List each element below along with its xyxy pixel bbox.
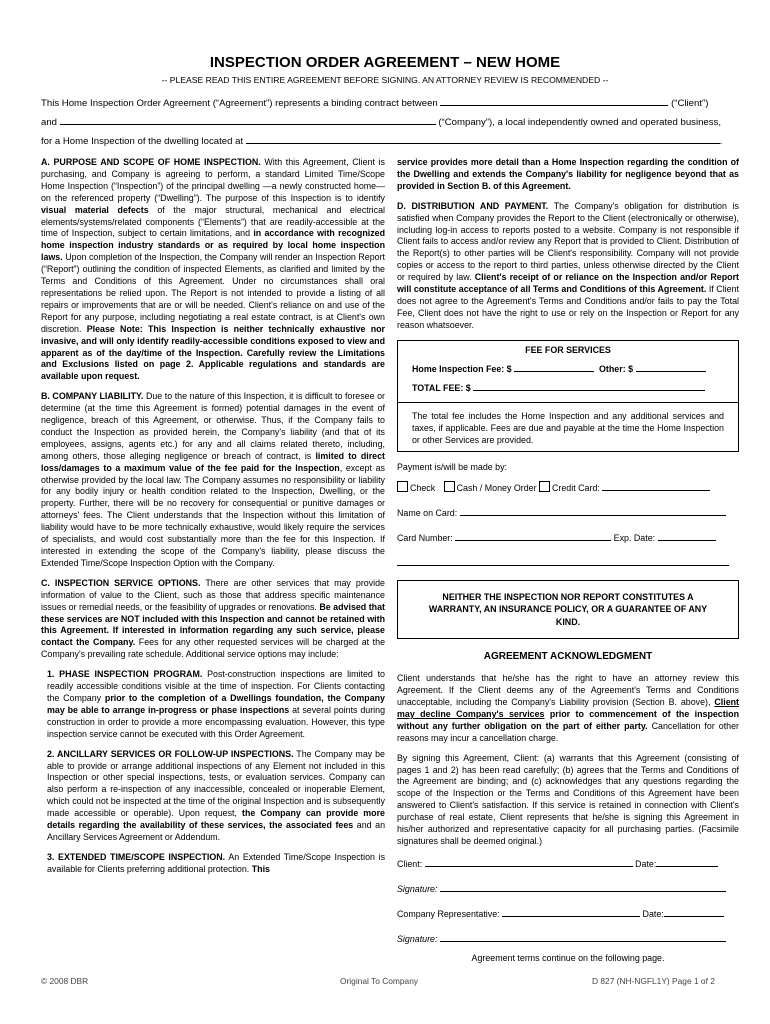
client-label: Client: (397, 858, 423, 869)
card-number-row (397, 530, 739, 545)
section-c-text-2: Fees for any other requested services will be charged at the Company's prevailing rate schedule. Additional service options may include: (41, 637, 385, 660)
rep-date-label: Date: (642, 908, 664, 919)
section-b-text-2: , except as otherwise provided by the local law. The Company assumes no responsibility or liability for any bodily injury or health condition related to the Inspection, Dwelling, or the property. Further, there will be no recovery for consequential or punitive damages or attorneys' fees. The Client understands that the Inspection without this limitation of liability would have to be more technically exhaustive, would likely require the services of specialists, and would cost substantially more than the fee for this Inspection. If interested in extending the scope of the Company's liability, please discuss the Extended Time/Scope Inspection Option with the Company. (41, 462, 385, 568)
footer-original: Original To Company (340, 976, 419, 986)
section-a-text-1: With this Agreement, Client is purchasing, and Company is agreeing to perform, a standard Limited Time/Scope Home Inspection (“Inspection”) of the principal dwelling —a newly constructed home—on the referenced property (“Dwelling”). The purpose of this Inspection is to identify (41, 157, 385, 203)
fee-title: FEE FOR SERVICES (525, 344, 611, 355)
service-option-3 (41, 852, 385, 876)
cash-checkbox[interactable] (444, 481, 455, 492)
ack-text-2: Cancellation for other reasons may incur a cancellation charge. (397, 720, 739, 743)
section-a-bold-1: visual material defects (41, 204, 149, 215)
option-1-bold: prior to the completion of a Dwellings foundation, the Company may be able to arrange in-progress or phase inspections (47, 692, 385, 715)
document-subtitle: -- PLEASE READ THIS ENTIRE AGREEMENT BEFORE SIGNING. AN ATTORNEY REVIEW IS RECOMMENDED -- (161, 75, 609, 85)
client-name-field[interactable] (440, 95, 668, 106)
intro-text-1: This Home Inspection Order Agreement (“Agreement”) represents a binding contract between (41, 98, 438, 109)
home-fee-label: Home Inspection Fee: $ (412, 363, 512, 374)
intro-text-3: for a Home Inspection of the dwelling located at (41, 136, 244, 147)
option-2-heading: 2. ANCILLARY SERVICES OR FOLLOW-UP INSPECTIONS. (47, 748, 294, 759)
option-3-bold: This (251, 863, 270, 874)
card-number-label: Card Number: (397, 532, 453, 543)
intro-period: . (719, 136, 723, 147)
client-date-field[interactable] (656, 856, 718, 867)
credit-checkbox[interactable] (539, 481, 550, 492)
footer-form-number: D 827 (NH-NGFL1Y) Page 1 of 2 (592, 976, 715, 986)
section-a-heading: A. PURPOSE AND SCOPE OF HOME INSPECTION. (41, 157, 261, 167)
section-a-text-3: Upon completion of the Inspection, the Company will render an Inspection Report (“Report”) outlining the condition of inspected Elements, as clarified and limited by the Terms and Conditions of this Agreement. Under no circumstances shall oral representations be relied upon. The Report is not intended to provide a listing of all repairs or improvements that are or will be needed. Client's reliance on and use of the Report for any purpose, including negotiating a real estate contract, is at Client's own discretion. (41, 252, 385, 334)
footer-copyright: © 2008 DBR (41, 976, 89, 986)
option-2-bold: the Company can provide more details regarding the availability of these services, the associated fees (47, 808, 385, 831)
section-c-text-1: There are other services that may provide information of value to the Client, such as those that address specific maintenance issues or remedial needs, or the feasibility of upgrades or renovations. (41, 577, 385, 612)
intro-line-1 (41, 95, 708, 109)
rep-date-field[interactable] (664, 906, 724, 917)
section-c-bold-1: Be advised that these services are NOT included with this Inspection and cannot be retained with this Agreement. If interested in information regarding any such service, please contact the Company. (41, 601, 385, 648)
option-3-heading: 3. EXTENDED TIME/SCOPE INSPECTION. (47, 851, 226, 862)
client-sign-row (397, 856, 739, 871)
section-d-bold: Client's receipt of or reliance on the Inspection and/or Report will constitute acceptance of all Terms and Conditions of this Agreement. (397, 272, 739, 295)
section-a-text-2: of the major structural, mechanical and electrical elements/systems/related components (“Elements”) that are readily-accessible at the time of Inspection, subject to certain limitations, and (41, 204, 386, 239)
name-on-card-row (397, 505, 739, 520)
section-a-bold-3: Please Note: This Inspection is neither technically exhaustive nor invasive, and will only identify readily-accessible conditions exposed to view and apparent as of the day/time of the Inspection. Carefully review the Limitations and Exclusions listed on page 2. Applicable regulations and standards are available upon request. (41, 323, 385, 382)
option-1-heading: 1. PHASE INSPECTION PROGRAM. (47, 669, 203, 680)
section-c (41, 578, 385, 661)
card-number-field[interactable] (455, 530, 611, 541)
ack-bold: prior to commencement of the inspection without any further obligation on the part of either party. (397, 708, 740, 731)
option-1-text-2: at several points during construction in order to provide a more encompassing evaluation. However, this type inspection service cannot be executed with this Order Agreement. (47, 704, 386, 739)
rep-signature-field[interactable] (440, 931, 726, 942)
option-1-text-1: Post-construction inspections are limited to readily accessible conditions visible at the time of inspection. For Clients contacting the Company (47, 669, 385, 703)
payment-methods (397, 480, 739, 495)
service-option-2 (41, 749, 385, 844)
section-c-heading: C. INSPECTION SERVICE OPTIONS. (41, 577, 201, 588)
section-a-bold-2: in accordance with recognized home inspection industry standards or as required by local home inspection laws. (41, 228, 385, 263)
warranty-warning-box (397, 580, 739, 640)
client-signature-row (397, 881, 739, 896)
other-fee-label: Other: $ (599, 363, 634, 374)
fee-row-home (398, 359, 738, 378)
section-b (41, 391, 385, 570)
section-d-text-2: If Client does not agree to the Agreement's Terms and Conditions and/or fails to pay the Total Fee, Client does not have the right to use or rely on the Inspection or Report for any reason whatsoever. (397, 284, 739, 330)
check-label: Check (410, 483, 436, 494)
rep-label: Company Representative: (397, 908, 500, 919)
payment-extra-line[interactable] (397, 555, 729, 566)
rep-signature-label: Signature: (397, 933, 438, 944)
section-d-text-1: The Company's obligation for distribution is satisfied when Company provides the Report to the Client (electronically or otherwise), including log-in access to reports posted to a website. Company is not responsible if Client fails to access and/or review any Report that is provided to Client. Distribution of the Report(s) to other parties will be Client's responsibility. Company will not provide copies or access to the report to third parties, unless otherwise directed by the Client or required by law. (397, 200, 739, 283)
total-fee-field[interactable] (473, 380, 705, 391)
ack-decline: Client may decline Company's services (397, 696, 740, 719)
acknowledgment-title: AGREEMENT ACKNOWLEDGMENT (483, 651, 653, 663)
fee-box (397, 340, 739, 452)
intro-line-2 (41, 114, 721, 128)
warranty-warning: NEITHER THE INSPECTION NOR REPORT CONSTITUTES A WARRANTY, AN INSURANCE POLICY, OR A GUARANTEE OF ANY KIND. (428, 591, 708, 627)
section-a (41, 157, 385, 383)
client-name-sign-field[interactable] (425, 856, 633, 867)
name-on-card-label: Name on Card: (397, 507, 458, 518)
right-column (397, 157, 739, 965)
service-option-1 (41, 669, 385, 740)
acknowledgment-p1 (397, 673, 739, 744)
company-suffix: (“Company”), a local independently owned and operated business, (438, 117, 722, 128)
fee-note: The total fee includes the Home Inspection and any additional services and taxes, if applicable. Fees are due and payable at the time the Home Inspection or other Services are provided. (412, 411, 724, 446)
intro-line-3 (41, 133, 722, 147)
intro-and: and (41, 117, 58, 128)
credit-label: Credit Card: (552, 483, 600, 494)
section-b-text-1: Due to the nature of this Inspection, it is difficult to foresee or determine (at the time this Agreement is formed) potential damages in the event of negligence, breach of this Agreement, or otherwise. Thus, if the Company fails to conduct the Inspection as provided herein, the Company's liability (and that of its employees, assigns, agents etc.) for any and all claims related thereto, including, among others, those alleging negligence or breach of contract, is (41, 391, 385, 461)
section-b-bold-1: limited to direct loss/damages to a maximum value of the fee paid for the Inspection (41, 450, 386, 473)
fee-row-total (398, 378, 738, 397)
section-d-heading: D. DISTRIBUTION AND PAYMENT. (397, 200, 549, 211)
name-on-card-field[interactable] (460, 505, 726, 516)
company-name-field[interactable] (60, 114, 436, 125)
exp-date-label: Exp. Date: (613, 532, 656, 543)
option-3-text-1: An Extended Time/Scope Inspection is available for Clients preferring additional protection. (47, 851, 386, 874)
client-signature-field[interactable] (440, 881, 726, 892)
other-fee-field[interactable] (636, 361, 706, 372)
home-fee-field[interactable] (514, 361, 594, 372)
option-2-text-1: The Company may be able to provide or arrange additional inspections of any Element not included in this Inspection or other special inspections, tests, or evaluation services. Company can also perform a re-inspection of any inaccessible, concealed or inoperable Element, which could not be inspected at the time of the original Inspection and is subsequently made accessible or operable). Upon request, (47, 748, 385, 819)
client-signature-label: Signature: (397, 883, 438, 894)
exp-date-field[interactable] (658, 530, 716, 541)
document-title: INSPECTION ORDER AGREEMENT – NEW HOME (209, 54, 561, 71)
left-column (41, 157, 385, 884)
section-b-heading: B. COMPANY LIABILITY. (41, 391, 144, 402)
cash-label: Cash / Money Order (456, 483, 537, 494)
total-fee-label: TOTAL FEE: $ (412, 382, 471, 393)
dwelling-address-field[interactable] (246, 133, 720, 144)
rep-signature-row (397, 931, 739, 946)
client-date-label: Date: (635, 858, 657, 869)
payment-label: Payment is/will be made by: (397, 462, 507, 473)
rep-row (397, 906, 739, 921)
section-d (397, 201, 739, 332)
ack-text-1: Client understands that he/she has the right to have an attorney review this Agreement. If the Client deems any of the Agreement's Terms and Conditions unacceptable, including the Company's Liability provision (Section B. above), (397, 673, 739, 707)
check-checkbox[interactable] (397, 481, 408, 492)
section-c-continued: service provides more detail than a Home Inspection regarding the condition of the Dwelling and extends the Company's liability for negligence beyond that as provided in Section B. of this Agreement. (397, 157, 739, 191)
client-suffix: (“Client”) (671, 98, 709, 109)
rep-name-field[interactable] (502, 906, 640, 917)
credit-card-field[interactable] (602, 480, 710, 491)
option-2-text-2: and an Ancillary Services Agreement or Addendum. (47, 820, 386, 842)
acknowledgment-p2: By signing this Agreement, Client: (a) warrants that this Agreement (consisting of pages 1 and 2) has been read carefully; (b) agrees that the Terms and Conditions of the Agreement are binding; and (c) acknowledges that any questions regarding the scope of the Inspection or the Terms and Conditions of this Agreement have been answered to Client's satisfaction. If this service is retained in connection with Client's purchase of real estate, Client represents that he/she is signing this Agreement in his/her authorized and representative capacity for all purchasing parties. (Facsimile signatures shall be deemed original.) (397, 752, 739, 846)
continued-note: Agreement terms continue on the following page. (471, 953, 665, 964)
